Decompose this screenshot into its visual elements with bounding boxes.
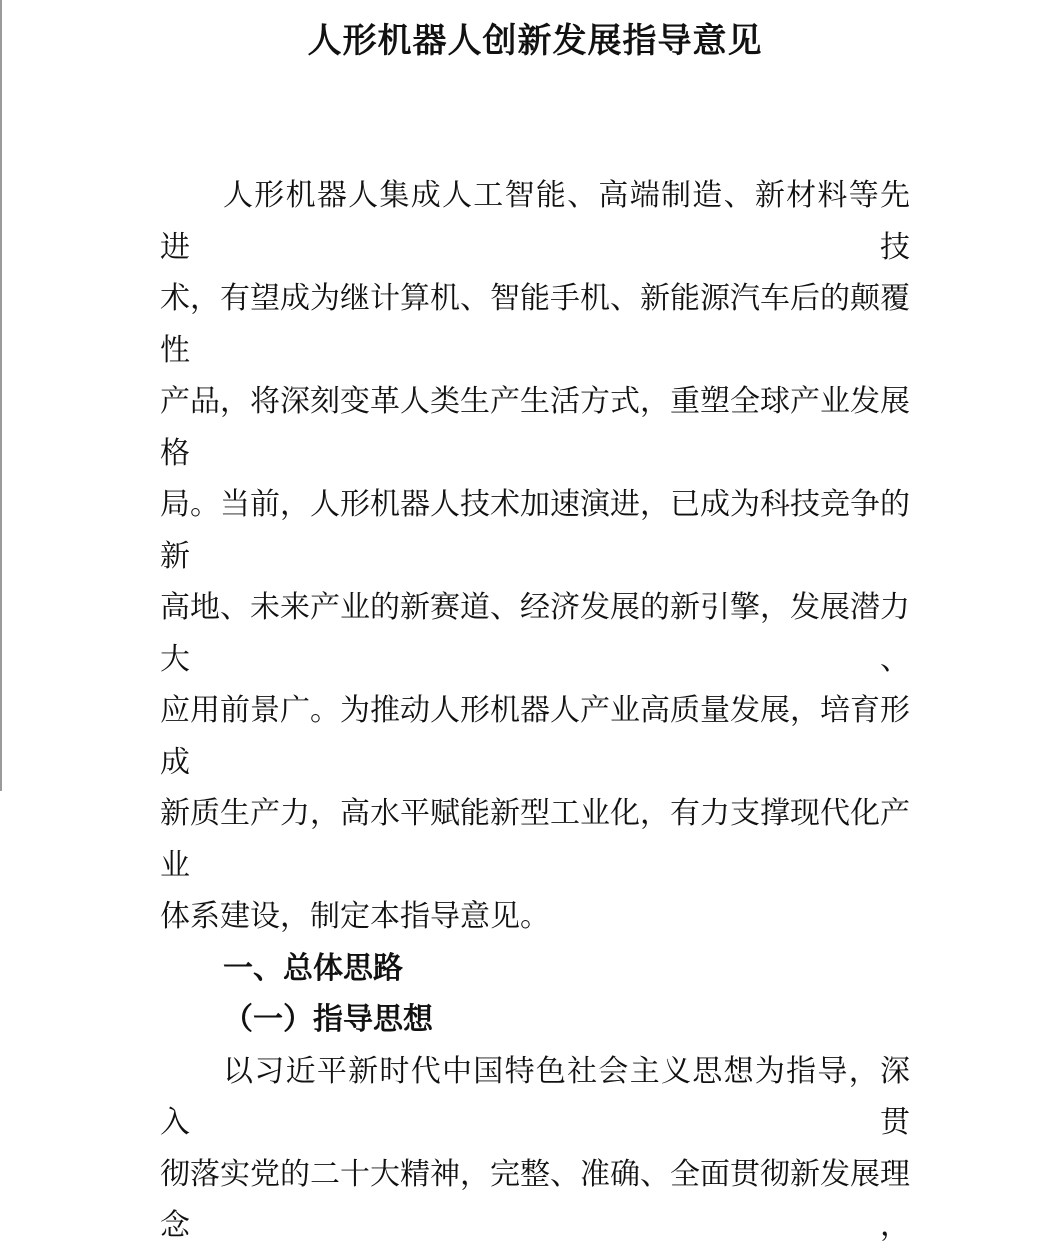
paragraph-1: [160, 170, 910, 943]
document-content: [2, 0, 1055, 1252]
body-line: 应用前景广。为推动人形机器人产业高质量发展，培育形成: [160, 694, 910, 779]
body-line: 体系建设，制定本指导意见。: [160, 900, 550, 933]
section-heading: 一、总体思路: [223, 951, 403, 985]
body-line: 术，有望成为继计算机、智能手机、新能源汽车后的颠覆性: [160, 282, 910, 367]
body-line: 人形机器人集成人工智能、高端制造、新材料等先进技: [160, 179, 910, 264]
body-line: 新质生产力，高水平赋能新型工业化，有力支撑现代化产业: [160, 797, 910, 882]
body-line: 以习近平新时代中国特色社会主义思想为指导，深入贯: [160, 1054, 910, 1139]
body-line: 彻落实党的二十大精神，完整、准确、全面贯彻新发展理念，: [160, 1157, 910, 1242]
body-line: 产品，将深刻变革人类生产生活方式，重塑全球产业发展格: [160, 385, 910, 470]
subsection-heading: （一）指导思想: [223, 1003, 433, 1036]
body-line: 局。当前，人形机器人技术加速演进，已成为科技竞争的新: [160, 488, 910, 573]
paragraph-2: [160, 1046, 910, 1252]
body-line: 高地、未来产业的新赛道、经济发展的新引擎，发展潜力大、: [160, 591, 910, 676]
document-title: 人形机器人创新发展指导意见: [307, 23, 763, 60]
